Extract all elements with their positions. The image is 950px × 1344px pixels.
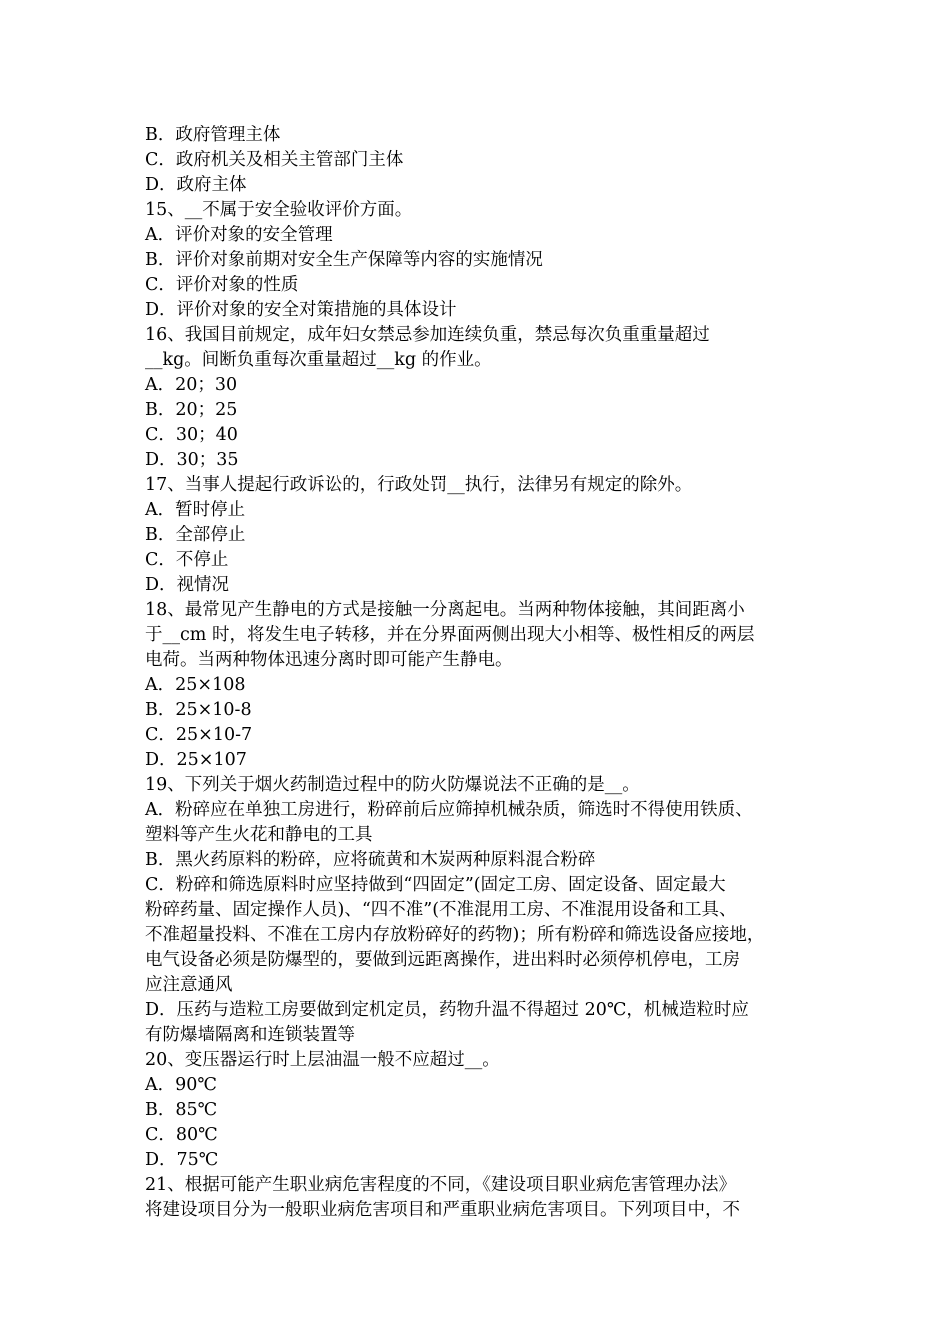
text-line: D．评价对象的安全对策措施的具体设计 (145, 300, 457, 320)
text-line: C．25×10-7 (145, 725, 253, 745)
text-line: C．80℃ (145, 1125, 218, 1145)
text-line: 将建设项目分为一般职业病危害项目和严重职业病危害项目。下列项目中，不 (145, 1200, 740, 1220)
text-line: D．75℃ (145, 1150, 219, 1170)
text-line: B．全部停止 (145, 525, 246, 545)
text-line: C．30；40 (145, 425, 238, 445)
question-line: 16、我国目前规定，成年妇女禁忌参加连续负重，禁忌每次负重重量超过 (145, 325, 710, 345)
text-line: A．粉碎应在单独工房进行，粉碎前后应筛掉机械杂质，筛选时不得使用铁质、 (145, 800, 753, 820)
text-line: D．政府主体 (145, 175, 247, 195)
text-line: 电气设备必须是防爆型的，要做到远距离操作，进出料时必须停机停电，工房 (145, 950, 740, 970)
question-line: 21、根据可能产生职业病危害程度的不同，《建设项目职业病危害管理办法》 (145, 1175, 737, 1195)
text-line: B．评价对象前期对安全生产保障等内容的实施情况 (145, 250, 543, 270)
text-line: B．黑火药原料的粉碎，应将硫黄和木炭两种原料混合粉碎 (145, 850, 596, 870)
text-line: B．政府管理主体 (145, 125, 281, 145)
text-line: 应注意通风 (145, 975, 233, 995)
question-line: 17、当事人提起行政诉讼的，行政处罚__执行，法律另有规定的除外。 (145, 475, 693, 495)
text-line: C．政府机关及相关主管部门主体 (145, 150, 404, 170)
question-line: 20、变压器运行时上层油温一般不应超过__。 (145, 1050, 500, 1070)
text-line: A．90℃ (145, 1075, 217, 1095)
document-body (145, 123, 825, 1223)
text-line: D．压药与造粒工房要做到定机定员，药物升温不得超过 20℃，机械造粒时应 (145, 1000, 749, 1020)
question-line: 19、下列关于烟火药制造过程中的防火防爆说法不正确的是__。 (145, 775, 640, 795)
text-line: C．粉碎和筛选原料时应坚持做到“四固定”(固定工房、固定设备、固定最大 (145, 875, 726, 895)
text-line: D．25×107 (145, 750, 247, 770)
text-line: 粉碎药量、固定操作人员)、“四不准”(不准混用工房、不准混用设备和工具、 (145, 900, 737, 920)
text-line: 不准超量投料、不准在工房内存放粉碎好的药物)；所有粉碎和筛选设备应接地， (145, 925, 765, 945)
text-line: 塑料等产生火花和静电的工具 (145, 825, 373, 845)
text-line: 有防爆墙隔离和连锁装置等 (145, 1025, 355, 1045)
text-line: B．20；25 (145, 400, 238, 420)
question-line: 18、最常见产生静电的方式是接触一分离起电。当两种物体接触，其间距离小 (145, 600, 745, 620)
text-line: C．评价对象的性质 (145, 275, 299, 295)
text-line: A．20；30 (145, 375, 238, 395)
text-line: 于__cm 时，将发生电子转移，并在分界面两侧出现大小相等、极性相反的两层 (145, 625, 755, 645)
question-line: 15、__不属于安全验收评价方面。 (145, 200, 413, 220)
text-line: B．85℃ (145, 1100, 218, 1120)
text-line: D．视情况 (145, 575, 230, 595)
text-line: A．评价对象的安全管理 (145, 225, 333, 245)
text-line: C．不停止 (145, 550, 229, 570)
text-line: __kg。间断负重每次重量超过__kg 的作业。 (145, 350, 492, 370)
text-line: 电荷。当两种物体迅速分离时即可能产生静电。 (145, 650, 513, 670)
text-line: B．25×10-8 (145, 700, 252, 720)
text-line: A．25×108 (145, 675, 246, 695)
text-line: A．暂时停止 (145, 500, 246, 520)
text-line: D．30；35 (145, 450, 239, 470)
